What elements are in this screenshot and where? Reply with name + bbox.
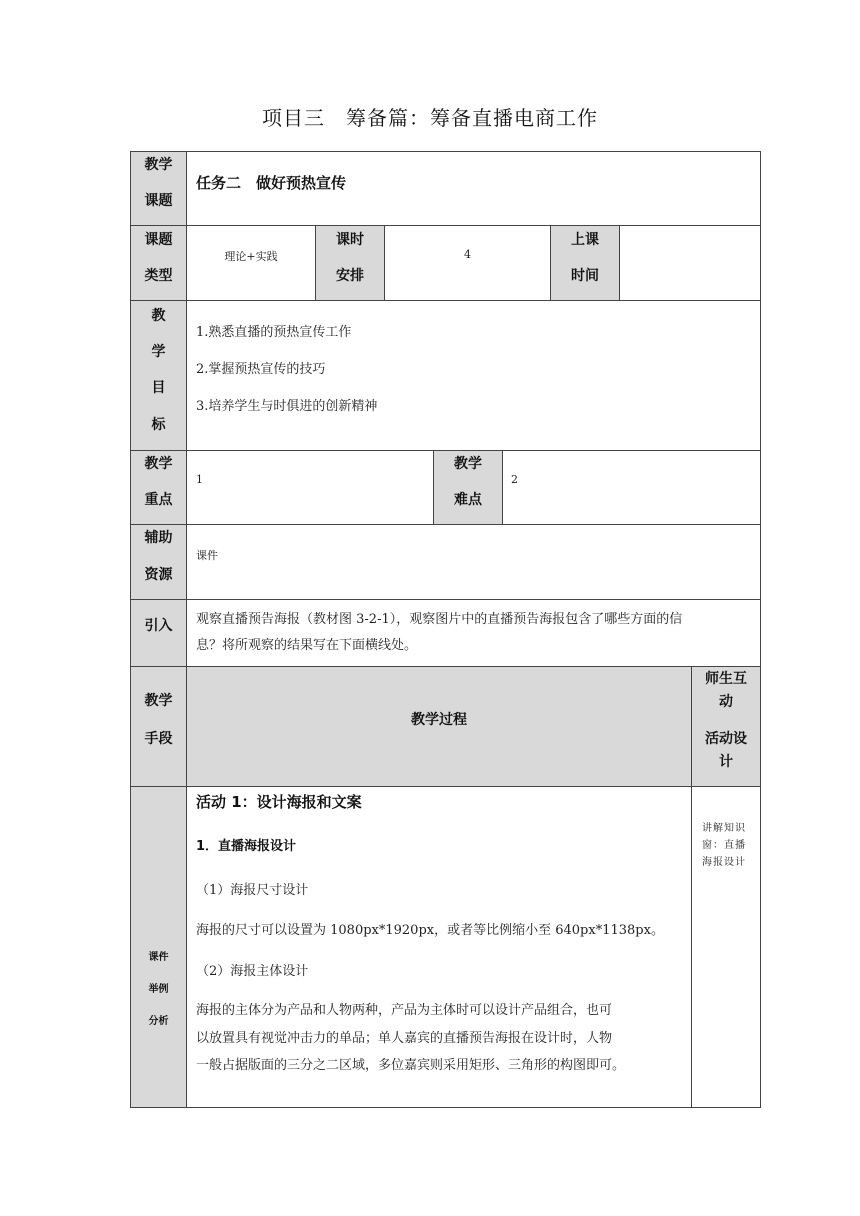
goal-item: 3.培养学生与时俱进的创新精神 — [196, 399, 378, 414]
goal-item: 2.掌握预热宣传的技巧 — [196, 362, 326, 377]
difficulty-value-cell — [502, 450, 761, 525]
means-header-line2: 手段 — [144, 731, 173, 747]
process-header: 教学过程 — [411, 712, 467, 728]
time-label-line2: 时间 — [571, 268, 599, 284]
activity-point: （1）海报尺寸设计 — [196, 883, 309, 898]
hours-label-line1: 课时 — [336, 232, 364, 248]
activity-paragraph-line: 海报的主体分为产品和人物两种，产品为主体时可以设计产品组合，也可 — [196, 1003, 613, 1018]
activity-subheading: 1．直播海报设计 — [196, 839, 297, 854]
interaction-header-cell — [691, 666, 761, 787]
type-label-line1: 课题 — [144, 232, 173, 248]
activity-note-line: 讲解知识 — [702, 823, 746, 834]
resources-label-cell — [130, 524, 187, 600]
topic-label-cell — [130, 151, 187, 226]
difficulty-label-line1: 教学 — [454, 456, 482, 472]
hours-label-line2: 安排 — [336, 268, 364, 284]
interaction-header-line: 动 — [719, 694, 733, 710]
activity-heading: 活动 1：设计海报和文案 — [196, 793, 362, 811]
interaction-header-line: 活动设 — [705, 731, 747, 747]
focus-label-cell — [130, 450, 187, 525]
activity-paragraph-line: 以放置具有视觉冲击力的单品；单人嘉宾的直播预告海报在设计时，人物 — [196, 1031, 613, 1046]
resources-value: 课件 — [196, 549, 218, 562]
activity-side-label: 课件 — [148, 952, 169, 963]
goals-label-char: 标 — [151, 417, 166, 433]
activity-paragraph-line: 一般占据版面的三分之二区域，多位嘉宾则采用矩形、三角形的构图即可。 — [196, 1058, 626, 1073]
activity-note-cell — [691, 786, 761, 1108]
interaction-header-line: 计 — [719, 754, 733, 770]
type-value: 理论+实践 — [224, 250, 278, 263]
intro-label: 引入 — [144, 618, 173, 634]
topic-label-line2: 课题 — [144, 193, 173, 209]
topic-label-line1: 教学 — [144, 157, 173, 173]
type-value-cell — [186, 225, 316, 301]
focus-value: 1 — [196, 473, 203, 486]
focus-label-line1: 教学 — [144, 456, 173, 472]
activity-point: （2）海报主体设计 — [196, 964, 309, 979]
intro-line: 观察直播预告海报（教材图 3-2-1），观察图片中的直播预告海报包含了哪些方面的信 — [196, 612, 683, 627]
activity-paragraph: 海报的尺寸可以设置为 1080px*1920px，或者等比例缩小至 640px*1138px。 — [196, 923, 664, 938]
time-label-cell — [550, 225, 620, 301]
goals-label-char: 学 — [151, 344, 166, 360]
type-label-cell — [130, 225, 187, 301]
intro-label-cell — [130, 599, 187, 667]
hours-label-cell — [315, 225, 385, 301]
goals-label-char: 目 — [151, 380, 166, 396]
activity-side-label: 分析 — [148, 1016, 169, 1027]
goal-item: 1.熟悉直播的预热宣传工作 — [196, 325, 352, 340]
goals-value-cell — [186, 300, 761, 451]
activity-side-label: 举例 — [148, 984, 169, 995]
process-header-cell — [186, 666, 692, 787]
hours-value-cell — [384, 225, 551, 301]
topic-value-cell — [186, 151, 761, 226]
hours-value: 4 — [464, 248, 471, 261]
activity-note-line: 窗：直播 — [702, 840, 746, 851]
type-label-line2: 类型 — [144, 268, 173, 284]
intro-value-cell — [186, 599, 761, 667]
topic-value: 任务二 做好预热宣传 — [196, 174, 347, 192]
focus-value-cell — [186, 450, 434, 525]
difficulty-value: 2 — [511, 473, 518, 486]
activity-note-line: 海报设计 — [702, 857, 746, 868]
resources-value-cell — [186, 524, 761, 600]
goals-label-cell — [130, 300, 187, 451]
focus-label-line2: 重点 — [144, 492, 173, 508]
intro-line: 息？将所观察的结果写在下面横线处。 — [196, 638, 418, 653]
resources-label-line1: 辅助 — [144, 530, 173, 546]
page-title: 项目三 筹备篇：筹备直播电商工作 — [262, 106, 598, 130]
resources-label-line2: 资源 — [144, 567, 173, 583]
means-header-cell — [130, 666, 187, 787]
difficulty-label-cell — [433, 450, 503, 525]
goals-label-char: 教 — [151, 308, 166, 324]
activity-content-cell — [186, 786, 692, 1108]
means-header-line1: 教学 — [144, 693, 173, 709]
time-label-line1: 上课 — [571, 232, 599, 248]
difficulty-label-line2: 难点 — [454, 492, 482, 508]
activity-side-cell — [130, 786, 187, 1108]
time-value-cell — [619, 225, 761, 301]
interaction-header-line: 师生互 — [705, 671, 747, 687]
